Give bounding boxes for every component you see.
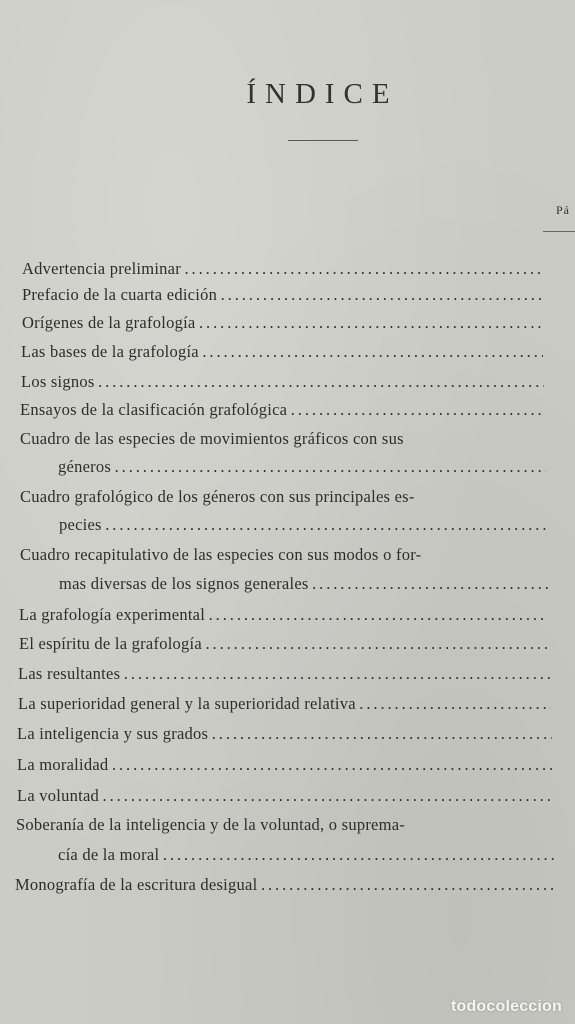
toc-entry: La moralidad . . . (17, 752, 552, 778)
toc-entry: El espíritu de la grafología . . . (19, 631, 549, 657)
toc-entry-continuation: géneros . . . (58, 454, 546, 480)
page-column-label: Pá (556, 203, 570, 217)
toc-entry-continuation: mas diversas de los signos generales . . . (59, 571, 548, 597)
toc-entry: Soberanía de la inteligencia y de la voluntad, o suprema- (16, 815, 406, 834)
toc-entry: Cuadro de las especies de movimientos gráficos con sus (20, 429, 404, 448)
toc-entry-continuation: pecies . . . (59, 512, 546, 538)
title-divider (288, 140, 358, 141)
toc-entry: La inteligencia y sus grados . . . (17, 721, 552, 747)
toc-entry: Advertencia preliminar . . . (22, 256, 543, 282)
toc-entry: Orígenes de la grafología . . . (22, 310, 543, 336)
page-column-divider (543, 231, 575, 232)
toc-entry: Cuadro grafológico de los géneros con sus principales es- (20, 487, 415, 506)
toc-entry: Las resultantes . . . (18, 661, 550, 687)
toc-entry: Prefacio de la cuarta edición . . . (22, 282, 543, 308)
page-title: ÍNDICE (246, 78, 399, 110)
toc-entry: La voluntad . . . (17, 783, 553, 809)
watermark-logo: todocoleccion (450, 998, 562, 1015)
toc-entry: Cuadro recapitulativo de las especies con sus modos o for- (20, 545, 422, 564)
toc-entry: Monografía de la escritura desigual . . . (15, 872, 557, 898)
toc-entry: Las bases de la grafología . . . (21, 339, 543, 365)
toc-entry: Ensayos de la clasificación grafológica . . . (20, 397, 544, 423)
toc-entry-continuation: cía de la moral . . . (58, 842, 555, 868)
toc-entry: La superioridad general y la superioridad relativa . . . (18, 691, 551, 717)
toc-entry: La grafología experimental . . . (19, 602, 548, 628)
toc-entry: Los signos . . . (21, 369, 544, 395)
